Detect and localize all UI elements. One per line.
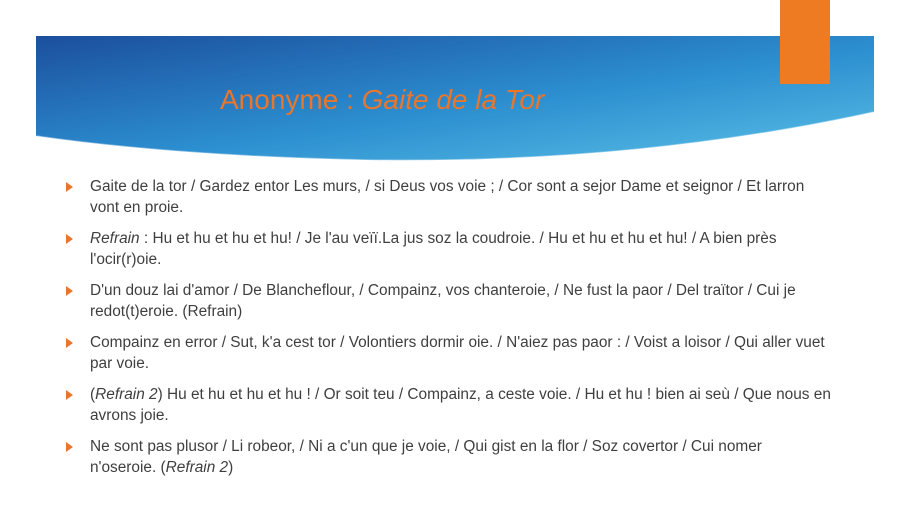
list-item	[62, 436, 832, 478]
item-text: Gaite de la tor / Gardez entor Les murs, / si Deus vos voie ; / Cor sont a sejor Dame et seignor / Et larron vont en proie.	[90, 178, 805, 216]
item-text: D'un douz lai d'amor / De Blancheflour, / Compainz, vos chanteroie, / Ne fust la paor / Del traïtor / Cui je redot(t)eroie. (Refrain)	[90, 282, 796, 320]
item-text: Ne sont pas plusor / Li robeor, / Ni a c'un que je voie, / Qui gist en la flor / Soz covertor / Cui nomer n'oseroie. (	[90, 438, 762, 476]
title-prefix: Anonyme :	[220, 84, 362, 115]
list-item	[62, 332, 832, 374]
slide-title	[220, 84, 544, 116]
list-item	[62, 280, 832, 322]
title-emphasis: Gaite de la Tor	[361, 84, 545, 115]
item-text: : Hu et hu et hu et hu! / Je l'au veïï.La jus soz la coudroie. / Hu et hu et hu et hu! / A bien près l'ocir(r)oie.	[90, 230, 777, 268]
bullet-arrow-icon	[66, 234, 73, 244]
refrain-2-label: Refrain 2	[165, 459, 229, 476]
list-item	[62, 176, 832, 218]
accent-bar	[780, 0, 830, 84]
bullet-arrow-icon	[66, 286, 73, 296]
list-item	[62, 384, 832, 426]
list-item	[62, 228, 832, 270]
bullet-list	[62, 176, 832, 488]
paren-close: )	[228, 459, 234, 476]
refrain-label: Refrain	[90, 230, 140, 247]
bullet-arrow-icon	[66, 182, 73, 192]
bullet-arrow-icon	[66, 390, 73, 400]
item-text: ) Hu et hu et hu et hu ! / Or soit teu / Compainz, a ceste voie. / Hu et hu ! bien ai seù / Que nous en avrons joie.	[90, 386, 831, 424]
refrain-2-label: Refrain 2	[95, 386, 158, 403]
paren-open: (	[90, 386, 96, 403]
bullet-arrow-icon	[66, 338, 73, 348]
bullet-arrow-icon	[66, 442, 73, 452]
item-text: Compainz en error / Sut, k'a cest tor / Volontiers dormir oie. / N'aiez pas paor : / Voist a loisor / Qui aller vuet par voie.	[90, 334, 825, 372]
